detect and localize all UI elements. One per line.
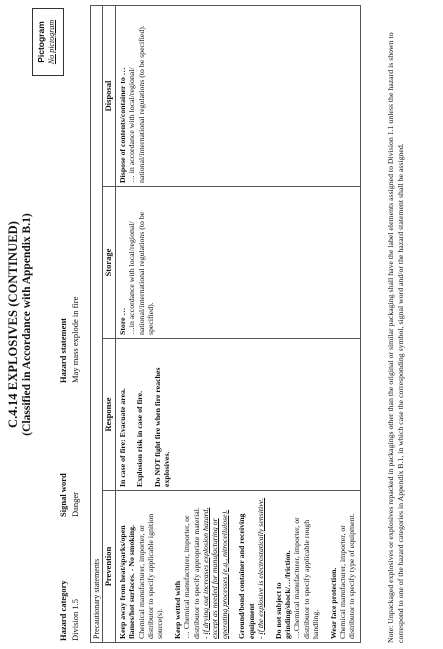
header-response: Response bbox=[103, 339, 115, 491]
hazard-category-value: Division 1.5 bbox=[70, 598, 80, 641]
prevention-item bbox=[237, 494, 265, 639]
prevention-statement: Keep wetted with bbox=[172, 580, 182, 639]
table-row bbox=[115, 5, 360, 642]
prevention-statement: Ground/bond container and receiving equipment bbox=[237, 513, 256, 639]
storage-note: …in accordance with local/regional/ national/international regulations (to be specified). bbox=[127, 211, 156, 335]
title-block bbox=[6, 0, 34, 649]
prevention-statement: Do not subject to grinding/shock/…/friction. bbox=[273, 550, 292, 639]
table-header-row bbox=[103, 5, 115, 642]
precautionary-statements-table bbox=[90, 5, 361, 643]
hazard-statement-value: May mass explode in fire bbox=[70, 296, 80, 383]
response-statement: Do NOT fight fire when fire reaches explosives. bbox=[152, 367, 172, 487]
hazard-statement-label: Hazard statement bbox=[58, 318, 68, 383]
signal-word-value: Danger bbox=[70, 491, 80, 517]
prevention-note: Chemical manufacturer, importer, or distributor to specify type of equipment. bbox=[337, 513, 357, 639]
prevention-note: …Chemical manufacturer, importer, or distributor to specify applicable rough handling. bbox=[292, 517, 321, 639]
prevention-cell bbox=[115, 491, 360, 643]
response-statement: Explosion risk in case of fire. bbox=[135, 390, 145, 487]
prevention-item bbox=[274, 494, 321, 639]
footnote: Note: Unpackaged explosives or explosives repacked in packagings other than the original or similar packaging shall have the label elements assigned to Division 1.1 unless the hazard is shown to correspond to one of the hazard categories in Appendix B.1, in which case the corresponding symbol, signal word and/or the hazard statement shall be assigned. bbox=[386, 32, 405, 643]
header-disposal: Disposal bbox=[103, 5, 115, 186]
table-caption-row bbox=[91, 5, 103, 642]
pictogram-heading: Pictogram bbox=[36, 21, 46, 63]
disposal-cell bbox=[115, 5, 360, 186]
header-storage: Storage bbox=[103, 187, 115, 339]
header-prevention: Prevention bbox=[103, 491, 115, 643]
response-cell bbox=[115, 339, 360, 491]
response-statement: In case of fire: Evacuate area. bbox=[117, 388, 127, 487]
prevention-condition: if drying out increases explosion hazard, except as needed for manufacturing or operating processes (e.g., nitrocellulose). bbox=[201, 507, 229, 639]
prevention-statement: Keep away from heat/sparks/open flames/hot surfaces. - No smoking. bbox=[117, 525, 137, 639]
storage-cell bbox=[115, 187, 360, 339]
condition-dash: - bbox=[201, 634, 211, 639]
storage-statement: Store … bbox=[117, 307, 127, 335]
prevention-item bbox=[329, 494, 357, 639]
prevention-statement: Wear face protection. bbox=[328, 567, 338, 639]
condition-dash: - bbox=[256, 634, 266, 639]
signal-word-label: Signal word bbox=[58, 473, 68, 517]
hazard-category-label: Hazard category bbox=[58, 580, 68, 641]
pictogram-box bbox=[32, 8, 64, 76]
prevention-item bbox=[118, 494, 165, 639]
disposal-note: … in accordance with local/regional/ national/international regulations (to be specified). bbox=[127, 25, 146, 183]
prevention-condition: if the explosive is electrostatically sensitive. bbox=[256, 497, 266, 635]
disposal-statement: Dispose of contents/container to … bbox=[117, 67, 127, 183]
prevention-note: … Chemical manufacturer, importer, or distributor to specify appropriate material. bbox=[182, 507, 201, 639]
prevention-item bbox=[173, 494, 229, 639]
page-title: C.4.14 EXPLOSIVES (CONTINUED) bbox=[6, 220, 20, 429]
page-subtitle: (Classified in Accordance with Appendix B.1) bbox=[21, 213, 33, 436]
table-caption: Precautionary statements bbox=[91, 5, 103, 642]
prevention-note: Chemical manufacturer, importer, or distributor to specify applicable ignition source(s). bbox=[136, 513, 165, 639]
pictogram-value: No pictogram bbox=[47, 19, 56, 65]
